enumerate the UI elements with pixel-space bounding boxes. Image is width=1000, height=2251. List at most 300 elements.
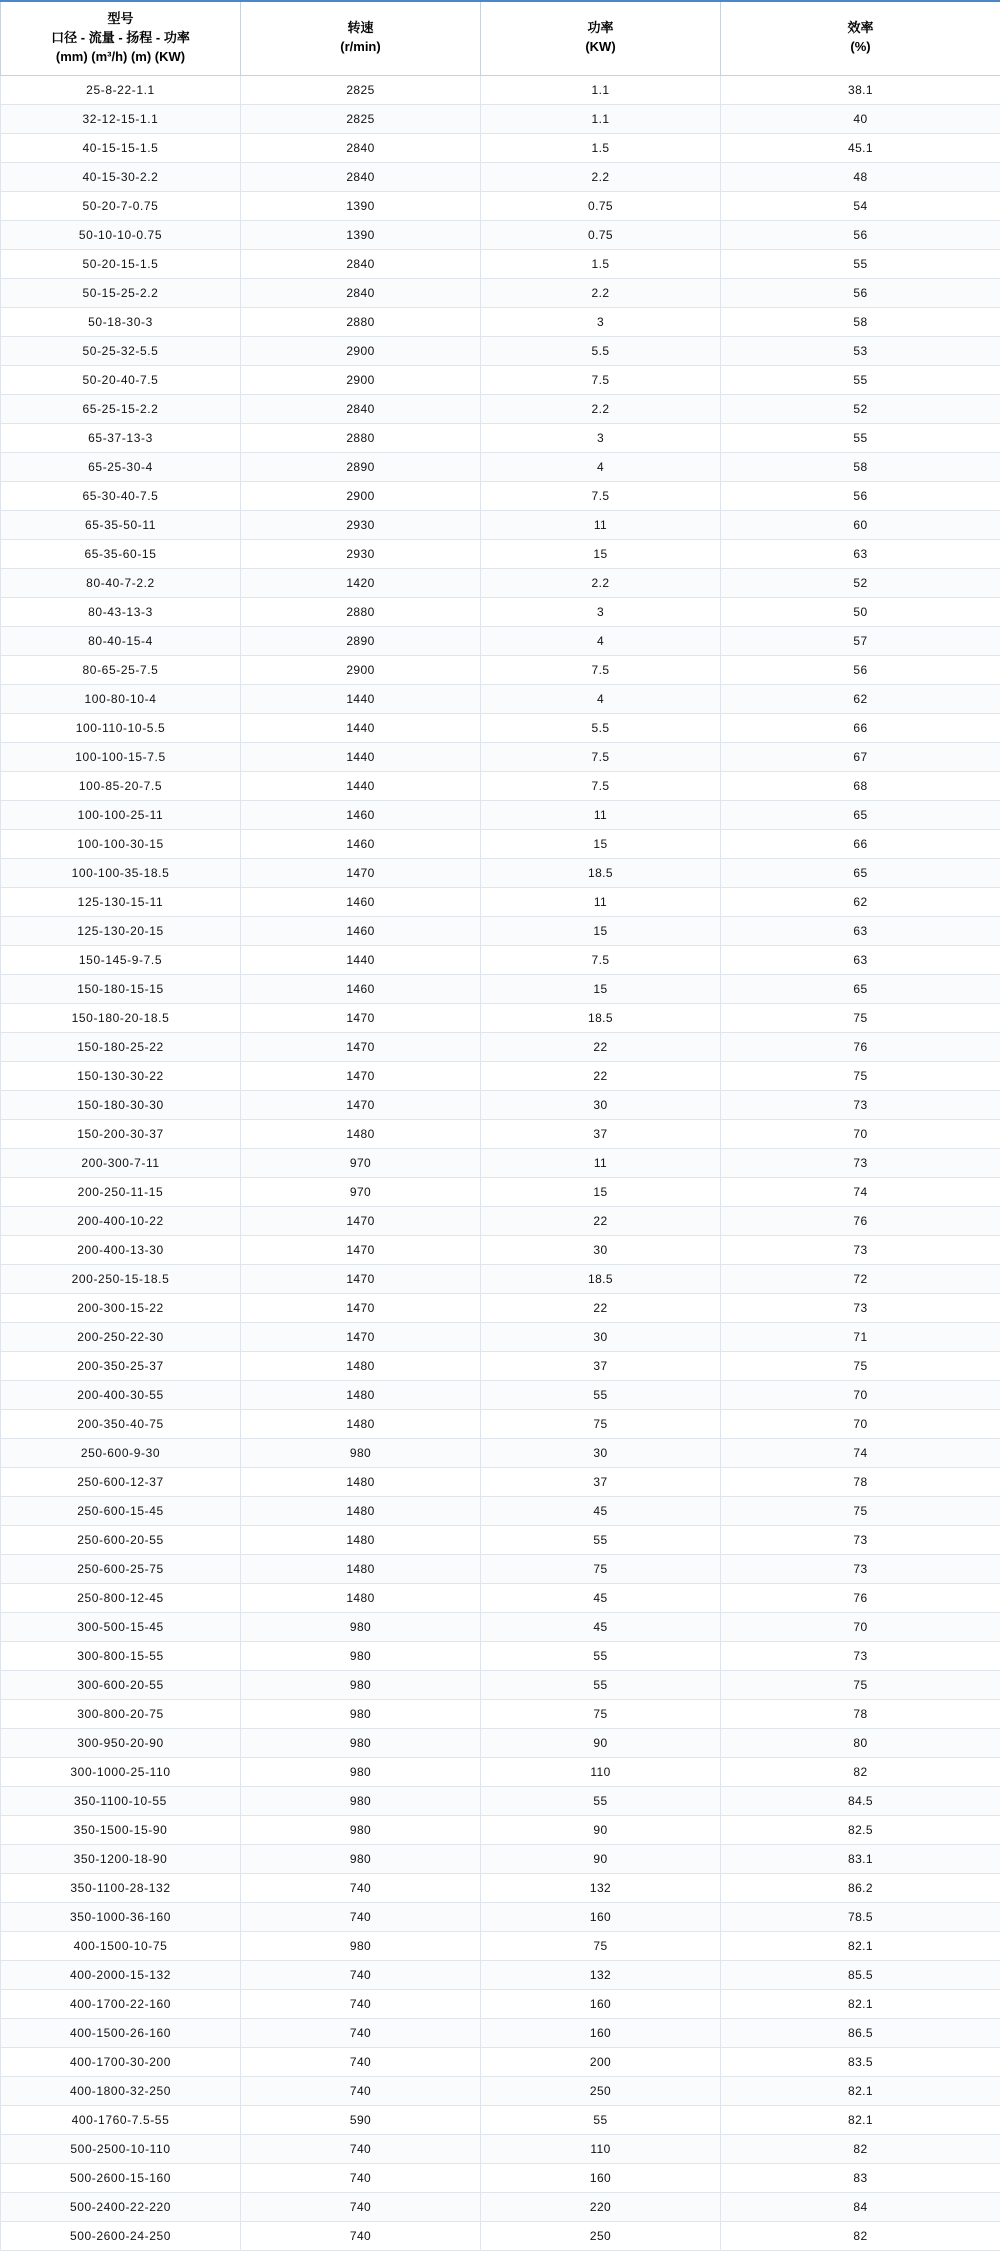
table-row [1,1641,1000,1670]
cell-model: 50-20-15-1.5 [1,249,241,278]
cell-power: 7.5 [481,481,721,510]
cell-speed: 980 [241,1931,481,1960]
cell-power: 90 [481,1728,721,1757]
cell-speed: 1440 [241,684,481,713]
cell-model: 400-2000-15-132 [1,1960,241,1989]
cell-efficiency: 68 [721,771,1000,800]
cell-efficiency: 82.1 [721,1989,1000,2018]
cell-model: 200-250-11-15 [1,1177,241,1206]
cell-speed: 2825 [241,75,481,104]
cell-power: 3 [481,423,721,452]
cell-model: 65-30-40-7.5 [1,481,241,510]
cell-power: 2.2 [481,162,721,191]
cell-efficiency: 73 [721,1148,1000,1177]
table-row [1,365,1000,394]
cell-power: 45 [481,1583,721,1612]
table-header [1,1,1000,75]
cell-power: 55 [481,1641,721,1670]
cell-power: 18.5 [481,1003,721,1032]
cell-speed: 980 [241,1612,481,1641]
cell-model: 250-600-25-75 [1,1554,241,1583]
cell-efficiency: 82.1 [721,1931,1000,1960]
cell-efficiency: 70 [721,1380,1000,1409]
cell-speed: 980 [241,1815,481,1844]
cell-power: 1.5 [481,133,721,162]
cell-power: 0.75 [481,191,721,220]
cell-efficiency: 74 [721,1438,1000,1467]
cell-power: 7.5 [481,945,721,974]
cell-efficiency: 66 [721,713,1000,742]
column-header-speed-units: (r/min) [245,38,476,57]
cell-power: 160 [481,1989,721,2018]
cell-speed: 2880 [241,597,481,626]
cell-speed: 1440 [241,771,481,800]
cell-power: 7.5 [481,771,721,800]
table-row [1,2105,1000,2134]
cell-speed: 740 [241,2192,481,2221]
cell-power: 22 [481,1032,721,1061]
cell-power: 5.5 [481,713,721,742]
cell-model: 150-200-30-37 [1,1119,241,1148]
cell-speed: 1470 [241,1264,481,1293]
cell-speed: 2880 [241,423,481,452]
table-row [1,655,1000,684]
table-row [1,104,1000,133]
cell-speed: 740 [241,2076,481,2105]
cell-efficiency: 52 [721,394,1000,423]
cell-model: 350-1000-36-160 [1,1902,241,1931]
cell-power: 22 [481,1206,721,1235]
cell-model: 200-300-15-22 [1,1293,241,1322]
table-row [1,2047,1000,2076]
cell-efficiency: 80 [721,1728,1000,1757]
cell-model: 200-350-40-75 [1,1409,241,1438]
table-row [1,423,1000,452]
cell-efficiency: 70 [721,1612,1000,1641]
cell-speed: 2900 [241,481,481,510]
table-row [1,220,1000,249]
table-row [1,1786,1000,1815]
cell-model: 25-8-22-1.1 [1,75,241,104]
cell-speed: 1480 [241,1409,481,1438]
cell-power: 15 [481,539,721,568]
table-row [1,1583,1000,1612]
cell-power: 15 [481,916,721,945]
cell-power: 11 [481,887,721,916]
table-row [1,1467,1000,1496]
cell-power: 55 [481,1525,721,1554]
cell-speed: 970 [241,1148,481,1177]
cell-speed: 1460 [241,887,481,916]
column-header-speed [241,1,481,75]
cell-power: 15 [481,1177,721,1206]
cell-power: 11 [481,1148,721,1177]
cell-model: 50-15-25-2.2 [1,278,241,307]
cell-speed: 740 [241,2018,481,2047]
column-header-power-title: 功率 [485,19,716,38]
cell-speed: 1470 [241,1293,481,1322]
cell-efficiency: 65 [721,858,1000,887]
cell-power: 3 [481,307,721,336]
cell-model: 250-600-12-37 [1,1467,241,1496]
cell-power: 37 [481,1467,721,1496]
cell-model: 40-15-15-1.5 [1,133,241,162]
cell-power: 30 [481,1090,721,1119]
cell-speed: 1440 [241,742,481,771]
cell-efficiency: 66 [721,829,1000,858]
cell-efficiency: 60 [721,510,1000,539]
cell-power: 55 [481,2105,721,2134]
cell-model: 500-2600-24-250 [1,2221,241,2250]
cell-speed: 1390 [241,191,481,220]
cell-speed: 980 [241,1728,481,1757]
cell-efficiency: 82 [721,2221,1000,2250]
cell-model: 50-25-32-5.5 [1,336,241,365]
table-row [1,2076,1000,2105]
cell-speed: 1470 [241,1003,481,1032]
cell-model: 100-110-10-5.5 [1,713,241,742]
cell-speed: 1470 [241,1061,481,1090]
cell-efficiency: 78.5 [721,1902,1000,1931]
cell-efficiency: 83.5 [721,2047,1000,2076]
cell-speed: 1480 [241,1380,481,1409]
table-row [1,1438,1000,1467]
cell-efficiency: 65 [721,974,1000,1003]
cell-speed: 1440 [241,713,481,742]
cell-power: 4 [481,684,721,713]
table-row [1,1032,1000,1061]
table-body [1,75,1000,2250]
cell-model: 200-400-10-22 [1,1206,241,1235]
cell-power: 15 [481,829,721,858]
cell-power: 30 [481,1235,721,1264]
cell-model: 400-1500-26-160 [1,2018,241,2047]
cell-model: 400-1500-10-75 [1,1931,241,1960]
cell-efficiency: 55 [721,365,1000,394]
cell-model: 250-600-9-30 [1,1438,241,1467]
cell-model: 150-145-9-7.5 [1,945,241,974]
cell-model: 400-1760-7.5-55 [1,2105,241,2134]
cell-efficiency: 75 [721,1061,1000,1090]
cell-model: 200-400-30-55 [1,1380,241,1409]
cell-power: 160 [481,2018,721,2047]
table-row [1,1960,1000,1989]
table-row [1,829,1000,858]
table-row [1,1090,1000,1119]
cell-speed: 980 [241,1757,481,1786]
cell-speed: 740 [241,2134,481,2163]
cell-model: 80-40-15-4 [1,626,241,655]
cell-speed: 740 [241,1873,481,1902]
table-row [1,1235,1000,1264]
cell-speed: 2900 [241,365,481,394]
cell-efficiency: 78 [721,1467,1000,1496]
cell-power: 18.5 [481,858,721,887]
cell-model: 350-1500-15-90 [1,1815,241,1844]
cell-power: 1.5 [481,249,721,278]
cell-model: 100-80-10-4 [1,684,241,713]
table-row [1,1728,1000,1757]
cell-power: 45 [481,1612,721,1641]
cell-speed: 2900 [241,336,481,365]
cell-speed: 2825 [241,104,481,133]
cell-efficiency: 75 [721,1003,1000,1032]
cell-efficiency: 73 [721,1554,1000,1583]
cell-speed: 970 [241,1177,481,1206]
cell-efficiency: 52 [721,568,1000,597]
cell-efficiency: 40 [721,104,1000,133]
cell-power: 1.1 [481,104,721,133]
table-row [1,191,1000,220]
cell-power: 30 [481,1438,721,1467]
cell-speed: 1460 [241,974,481,1003]
table-row [1,1699,1000,1728]
cell-speed: 2840 [241,278,481,307]
cell-speed: 1480 [241,1525,481,1554]
cell-efficiency: 63 [721,539,1000,568]
cell-speed: 980 [241,1844,481,1873]
table-row [1,1612,1000,1641]
cell-efficiency: 73 [721,1641,1000,1670]
table-row [1,307,1000,336]
table-row [1,2221,1000,2250]
table-row [1,858,1000,887]
cell-efficiency: 74 [721,1177,1000,1206]
cell-efficiency: 54 [721,191,1000,220]
column-header-efficiency-title: 效率 [725,19,996,38]
cell-model: 50-18-30-3 [1,307,241,336]
cell-speed: 1470 [241,858,481,887]
table-row [1,1815,1000,1844]
table-row [1,800,1000,829]
cell-model: 400-1700-22-160 [1,1989,241,2018]
cell-power: 30 [481,1322,721,1351]
table-row [1,1989,1000,2018]
cell-efficiency: 73 [721,1525,1000,1554]
cell-speed: 980 [241,1670,481,1699]
cell-model: 300-800-15-55 [1,1641,241,1670]
cell-efficiency: 55 [721,423,1000,452]
table-row [1,1409,1000,1438]
table-row [1,1119,1000,1148]
cell-efficiency: 67 [721,742,1000,771]
cell-power: 22 [481,1293,721,1322]
cell-speed: 1390 [241,220,481,249]
table-row [1,1525,1000,1554]
cell-efficiency: 83.1 [721,1844,1000,1873]
table-row [1,2192,1000,2221]
table-row [1,249,1000,278]
cell-model: 100-100-15-7.5 [1,742,241,771]
cell-speed: 1470 [241,1235,481,1264]
cell-model: 50-10-10-0.75 [1,220,241,249]
cell-model: 300-1000-25-110 [1,1757,241,1786]
cell-efficiency: 62 [721,684,1000,713]
cell-speed: 1480 [241,1351,481,1380]
cell-model: 300-600-20-55 [1,1670,241,1699]
cell-efficiency: 72 [721,1264,1000,1293]
table-row [1,974,1000,1003]
cell-speed: 2840 [241,394,481,423]
cell-efficiency: 73 [721,1090,1000,1119]
cell-efficiency: 65 [721,800,1000,829]
cell-efficiency: 82.1 [721,2105,1000,2134]
cell-power: 2.2 [481,278,721,307]
cell-power: 37 [481,1351,721,1380]
cell-model: 65-35-60-15 [1,539,241,568]
table-row [1,1670,1000,1699]
cell-model: 65-37-13-3 [1,423,241,452]
cell-speed: 1440 [241,945,481,974]
table-row [1,626,1000,655]
cell-power: 110 [481,2134,721,2163]
cell-power: 1.1 [481,75,721,104]
cell-speed: 1460 [241,829,481,858]
cell-speed: 1480 [241,1467,481,1496]
cell-efficiency: 73 [721,1293,1000,1322]
table-row [1,2134,1000,2163]
cell-power: 22 [481,1061,721,1090]
cell-power: 200 [481,2047,721,2076]
cell-model: 32-12-15-1.1 [1,104,241,133]
column-header-efficiency-units: (%) [725,38,996,57]
column-header-model-title: 型号 [5,10,236,29]
cell-speed: 740 [241,2163,481,2192]
cell-power: 2.2 [481,568,721,597]
cell-power: 55 [481,1786,721,1815]
table-row [1,452,1000,481]
cell-efficiency: 71 [721,1322,1000,1351]
cell-model: 100-100-35-18.5 [1,858,241,887]
cell-power: 45 [481,1496,721,1525]
cell-efficiency: 70 [721,1409,1000,1438]
cell-efficiency: 38.1 [721,75,1000,104]
column-header-model-sub: 口径 - 流量 - 扬程 - 功率 [5,29,236,48]
cell-power: 132 [481,1873,721,1902]
cell-speed: 1470 [241,1090,481,1119]
cell-model: 100-100-30-15 [1,829,241,858]
table-row [1,336,1000,365]
cell-model: 150-180-15-15 [1,974,241,1003]
table-row [1,1177,1000,1206]
table-row [1,510,1000,539]
cell-efficiency: 82 [721,2134,1000,2163]
cell-power: 5.5 [481,336,721,365]
table-row [1,394,1000,423]
cell-efficiency: 50 [721,597,1000,626]
cell-efficiency: 75 [721,1670,1000,1699]
cell-speed: 1470 [241,1032,481,1061]
cell-efficiency: 63 [721,916,1000,945]
cell-speed: 980 [241,1438,481,1467]
table-row [1,713,1000,742]
cell-efficiency: 57 [721,626,1000,655]
cell-model: 300-950-20-90 [1,1728,241,1757]
table-row [1,539,1000,568]
column-header-power [481,1,721,75]
table-row [1,1873,1000,1902]
cell-speed: 1480 [241,1583,481,1612]
cell-efficiency: 78 [721,1699,1000,1728]
cell-speed: 740 [241,2047,481,2076]
cell-efficiency: 62 [721,887,1000,916]
table-row [1,2163,1000,2192]
cell-efficiency: 58 [721,452,1000,481]
table-row [1,1061,1000,1090]
cell-model: 200-250-15-18.5 [1,1264,241,1293]
cell-power: 7.5 [481,655,721,684]
cell-efficiency: 58 [721,307,1000,336]
cell-model: 65-25-15-2.2 [1,394,241,423]
cell-speed: 2930 [241,510,481,539]
cell-speed: 2880 [241,307,481,336]
cell-speed: 740 [241,1989,481,2018]
cell-model: 200-400-13-30 [1,1235,241,1264]
cell-power: 160 [481,2163,721,2192]
cell-model: 500-2500-10-110 [1,2134,241,2163]
cell-efficiency: 76 [721,1206,1000,1235]
cell-model: 200-250-22-30 [1,1322,241,1351]
cell-speed: 2930 [241,539,481,568]
cell-power: 250 [481,2076,721,2105]
cell-speed: 1480 [241,1554,481,1583]
column-header-model-units: (mm) (m³/h) (m) (KW) [5,48,236,67]
cell-power: 75 [481,1699,721,1728]
table-row [1,133,1000,162]
table-row [1,1351,1000,1380]
cell-model: 250-600-15-45 [1,1496,241,1525]
cell-model: 500-2600-15-160 [1,2163,241,2192]
cell-speed: 740 [241,1902,481,1931]
column-header-model [1,1,241,75]
cell-efficiency: 82 [721,1757,1000,1786]
cell-power: 7.5 [481,365,721,394]
cell-model: 80-65-25-7.5 [1,655,241,684]
cell-efficiency: 76 [721,1583,1000,1612]
cell-speed: 1480 [241,1496,481,1525]
cell-power: 132 [481,1960,721,1989]
cell-model: 150-130-30-22 [1,1061,241,1090]
cell-power: 55 [481,1670,721,1699]
cell-speed: 980 [241,1699,481,1728]
cell-power: 110 [481,1757,721,1786]
cell-power: 0.75 [481,220,721,249]
cell-speed: 2840 [241,162,481,191]
table-row [1,1496,1000,1525]
cell-model: 500-2400-22-220 [1,2192,241,2221]
cell-model: 350-1100-10-55 [1,1786,241,1815]
cell-efficiency: 73 [721,1235,1000,1264]
cell-power: 4 [481,452,721,481]
cell-efficiency: 53 [721,336,1000,365]
cell-speed: 1470 [241,1322,481,1351]
cell-model: 50-20-7-0.75 [1,191,241,220]
cell-power: 75 [481,1409,721,1438]
table-row [1,597,1000,626]
table-row [1,887,1000,916]
cell-speed: 1470 [241,1206,481,1235]
cell-power: 75 [481,1554,721,1583]
table-header-row [1,1,1000,75]
table-row [1,771,1000,800]
table-row [1,1264,1000,1293]
cell-efficiency: 85.5 [721,1960,1000,1989]
cell-model: 400-1700-30-200 [1,2047,241,2076]
cell-power: 37 [481,1119,721,1148]
cell-power: 11 [481,800,721,829]
cell-efficiency: 56 [721,655,1000,684]
cell-model: 150-180-20-18.5 [1,1003,241,1032]
